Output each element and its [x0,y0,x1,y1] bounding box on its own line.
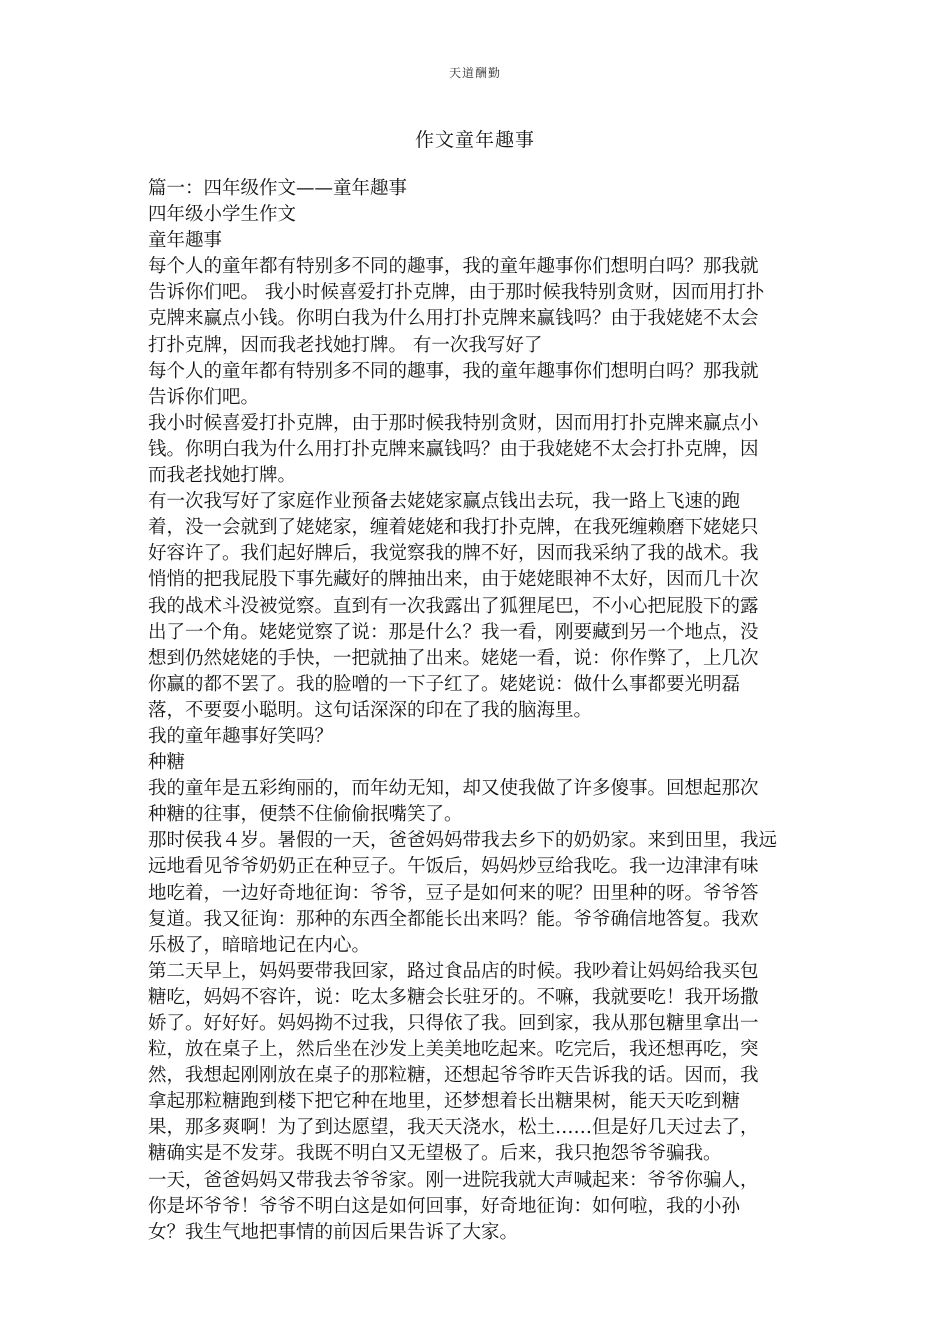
text-line: 着，没一会就到了姥姥家，缠着姥姥和我打扑克牌，在我死缠赖磨下姥姥只 [148,517,759,539]
text-line: 种糖 [148,752,186,774]
text-line: 悄悄的把我屁股下事先藏好的牌抽出来，由于姥姥眼神不太好，因而几十次 [148,569,759,591]
text-line: 而我老找她打牌。 [148,465,297,487]
text-line: 我的童年是五彩绚丽的，而年幼无知，却又使我做了许多傻事。回想起那次 [148,778,759,800]
text-line: 粒，放在桌子上，然后坐在沙发上美美地吃起来。吃完后，我还想再吃，突 [148,1039,759,1061]
text-line: 有一次我写好了家庭作业预备去姥姥家赢点钱出去玩，我一路上飞速的跑 [148,491,741,513]
text-line: 果，那多爽啊！为了到达愿望，我天天浇水，松土……但是好几天过去了， [148,1117,759,1139]
text-line: 乐极了，暗暗地记在内心。 [148,934,371,956]
text-line: 篇一：四年级作文——童年趣事 [148,178,408,199]
document-body [148,176,808,1246]
text-line: 克牌来赢点小钱。你明白我为什么用打扑克牌来赢钱吗？由于我姥姥不太会 [148,308,759,330]
text-line: 一天，爸爸妈妈又带我去爷爷家。刚一进院我就大声喊起来：爷爷你骗人， [148,1169,759,1191]
text-line: 娇了。好好好。妈妈拗不过我，只得依了我。回到家，我从那包糖里拿出一 [148,1013,759,1034]
text-line: 我小时候喜爱打扑克牌，由于那时候我特别贪财，因而用打扑克牌来赢点小 [148,412,759,434]
text-line: 每个人的童年都有特别多不同的趣事，我的童年趣事你们想明白吗？那我就 [148,256,759,278]
text-line: 那时侯我４岁。暑假的一天，爸爸妈妈带我去乡下的奶奶家。来到田里，我远 [148,830,778,852]
text-line: 出了一个角。姥姥觉察了说：那是什么？我一看，刚要藏到另一个地点，没 [148,621,759,643]
text-line: 每个人的童年都有特别多不同的趣事，我的童年趣事你们想明白吗？那我就 [148,360,759,382]
text-line: 四年级小学生作文 [148,204,297,226]
text-line: 糖确实是不发芽。我既不明白又无望极了。后来，我只抱怨爷爷骗我。 [148,1143,722,1165]
text-line: 钱。你明白我为什么用打扑克牌来赢钱吗？由于我姥姥不太会打扑克牌，因 [148,438,759,460]
text-line: 打扑克牌，因而我老找她打牌。 有一次我写好了 [148,334,543,356]
page-header: 天道酬勤 [448,66,501,80]
text-line: 我的战术斗没被觉察。直到有一次我露出了狐狸尾巴，不小心把屁股下的露 [148,595,759,617]
text-line: 然，我想起刚刚放在桌子的那粒糖，还想起爷爷昨天告诉我的话。因而，我 [148,1065,759,1087]
text-line: 你赢的都不罢了。我的脸噌的一下子红了。姥姥说：做什么事都要光明磊 [148,673,741,695]
text-line: 想到仍然姥姥的手快，一把就抽了出来。姥姥一看，说：你作弊了，上几次 [148,647,759,669]
text-line: 第二天早上，妈妈要带我回家，路过食品店的时候。我吵着让妈妈给我买包 [148,960,759,982]
text-line: 种糖的往事，便禁不住偷偷抿嘴笑了。 [148,804,463,826]
text-line: 落，不要耍小聪明。这句话深深的印在了我的脑海里。 [148,699,593,721]
text-line: 告诉你们吧。 [148,386,260,408]
text-line: 拿起那粒糖跑到楼下把它种在地里，还梦想着长出糖果树，能天天吃到糖 [148,1091,741,1113]
text-line: 告诉你们吧。 我小时候喜爱打扑克牌，由于那时候我特别贪财，因而用打扑 [148,282,765,304]
text-line: 女？我生气地把事情的前因后果告诉了大家。 [148,1221,519,1243]
text-line: 远地看见爷爷奶奶正在种豆子。午饭后，妈妈炒豆给我吃。我一边津津有味 [148,856,759,878]
text-line: 地吃着，一边好奇地征询：爷爷，豆子是如何来的呢？田里种的呀。爷爷答 [148,882,759,904]
text-line: 糖吃，妈妈不容许，说：吃太多糖会长驻牙的。不嘛，我就要吃！我开场撒 [148,986,759,1008]
text-line: 复道。我又征询：那种的东西全都能长出来吗？能。爷爷确信地答复。我欢 [148,908,759,930]
text-line: 我的童年趣事好笑吗？ [148,725,334,747]
text-line: 好容许了。我们起好牌后，我觉察我的牌不好，因而我采纳了我的战术。我 [148,543,759,565]
text-line: 童年趣事 [148,230,223,252]
text-line: 你是坏爷爷！爷爷不明白这是如何回事，好奇地征询：如何啦，我的小孙 [148,1195,741,1217]
document-title: 作文童年趣事 [414,129,535,151]
